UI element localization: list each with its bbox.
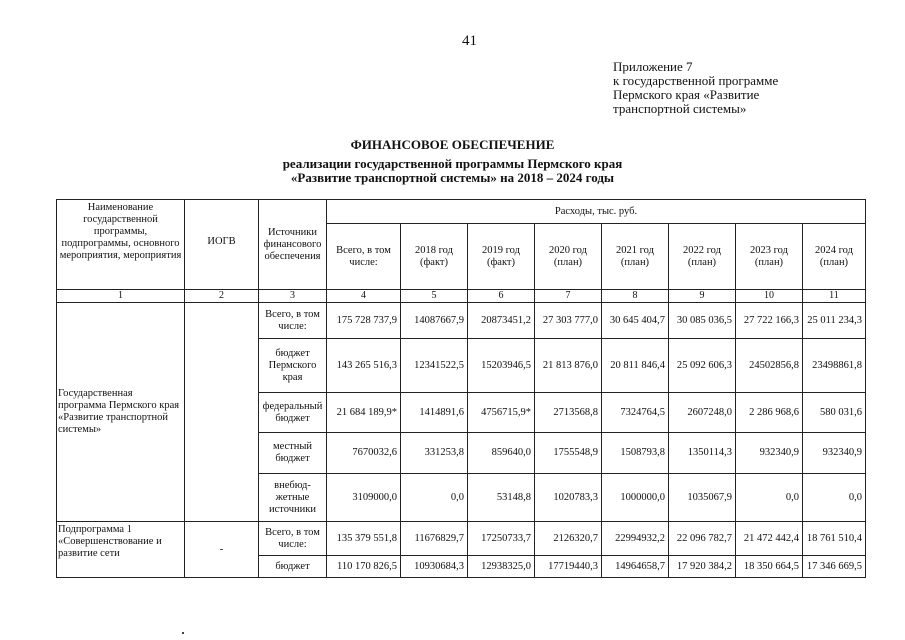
column-number: 5 — [401, 290, 468, 303]
value-cell: 18 350 664,5 — [736, 556, 803, 578]
column-number: 8 — [602, 290, 669, 303]
table-row — [57, 303, 866, 339]
source-label: Всего, в том числе: — [259, 522, 327, 556]
value-cell: 175 728 737,9 — [327, 303, 401, 339]
header-2024: 2024 год (план) — [803, 224, 866, 290]
appendix-line: транспортной системы» — [613, 101, 747, 116]
column-number: 7 — [535, 290, 602, 303]
value-cell: 0,0 — [736, 474, 803, 522]
value-cell: 135 379 551,8 — [327, 522, 401, 556]
column-number: 2 — [185, 290, 259, 303]
value-cell: 2607248,0 — [669, 393, 736, 433]
value-cell: 3109000,0 — [327, 474, 401, 522]
financing-table — [56, 199, 866, 578]
column-number: 1 — [57, 290, 185, 303]
value-cell: 17 346 669,5 — [803, 556, 866, 578]
value-cell: 4756715,9* — [468, 393, 535, 433]
value-cell: 143 265 516,3 — [327, 339, 401, 393]
value-cell: 1414891,6 — [401, 393, 468, 433]
column-number: 6 — [468, 290, 535, 303]
column-number: 9 — [669, 290, 736, 303]
column-number-row — [57, 290, 866, 303]
value-cell: 932340,9 — [803, 433, 866, 474]
document-title: ФИНАНСОВОЕ ОБЕСПЕЧЕНИЕ — [350, 137, 555, 152]
value-cell: 20 811 846,4 — [602, 339, 669, 393]
source-label: Всего, в том числе: — [259, 303, 327, 339]
program-name: Государственная программа Пермского края «Развитие транспортной системы» — [57, 303, 185, 522]
value-cell: 2126320,7 — [535, 522, 602, 556]
value-cell: 15203946,5 — [468, 339, 535, 393]
header-name: Наименование государственной программы, подпрограммы, основного мероприятия, мероприятия — [57, 200, 185, 290]
column-number: 4 — [327, 290, 401, 303]
value-cell: 932340,9 — [736, 433, 803, 474]
header-total: Всего, в том числе: — [327, 224, 401, 290]
subprogram-name: Подпрограмма 1 «Совершенствование и развитие сети — [57, 522, 185, 578]
value-cell: 22994932,2 — [602, 522, 669, 556]
value-cell: 18 761 510,4 — [803, 522, 866, 556]
value-cell: 30 085 036,5 — [669, 303, 736, 339]
header-expenses: Расходы, тыс. руб. — [327, 200, 866, 224]
value-cell: 2 286 968,6 — [736, 393, 803, 433]
table-row — [57, 522, 866, 556]
value-cell: 1755548,9 — [535, 433, 602, 474]
value-cell: 27 722 166,3 — [736, 303, 803, 339]
subprogram-iogv: - — [185, 522, 259, 578]
value-cell: 17719440,3 — [535, 556, 602, 578]
value-cell: 20873451,2 — [468, 303, 535, 339]
value-cell: 14964658,7 — [602, 556, 669, 578]
appendix-line: Пермского края «Развитие — [613, 87, 760, 102]
value-cell: 21 472 442,4 — [736, 522, 803, 556]
value-cell: 1020783,3 — [535, 474, 602, 522]
column-number: 11 — [803, 290, 866, 303]
program-iogv — [185, 303, 259, 522]
value-cell: 1000000,0 — [602, 474, 669, 522]
appendix-line: Приложение 7 — [613, 59, 693, 74]
page-number: 41 — [462, 33, 477, 49]
value-cell: 17 920 384,2 — [669, 556, 736, 578]
value-cell: 25 011 234,3 — [803, 303, 866, 339]
value-cell: 0,0 — [401, 474, 468, 522]
header-iogv: ИОГВ — [185, 200, 259, 290]
value-cell: 0,0 — [803, 474, 866, 522]
value-cell: 27 303 777,0 — [535, 303, 602, 339]
value-cell: 1508793,8 — [602, 433, 669, 474]
header-2022: 2022 год (план) — [669, 224, 736, 290]
value-cell: 25 092 606,3 — [669, 339, 736, 393]
value-cell: 12938325,0 — [468, 556, 535, 578]
header-2018: 2018 год (факт) — [401, 224, 468, 290]
value-cell: 14087667,9 — [401, 303, 468, 339]
column-number: 3 — [259, 290, 327, 303]
value-cell: 11676829,7 — [401, 522, 468, 556]
source-label: местный бюджет — [259, 433, 327, 474]
value-cell: 53148,8 — [468, 474, 535, 522]
scan-speck — [182, 632, 184, 634]
value-cell: 7670032,6 — [327, 433, 401, 474]
value-cell: 30 645 404,7 — [602, 303, 669, 339]
header-sources: Источники финансового обеспечения — [259, 200, 327, 290]
value-cell: 17250733,7 — [468, 522, 535, 556]
source-label: бюджет Пермского края — [259, 339, 327, 393]
header-2021: 2021 год (план) — [602, 224, 669, 290]
value-cell: 580 031,6 — [803, 393, 866, 433]
value-cell: 24502856,8 — [736, 339, 803, 393]
value-cell: 12341522,5 — [401, 339, 468, 393]
value-cell: 21 813 876,0 — [535, 339, 602, 393]
appendix-block — [613, 60, 778, 116]
header-2019: 2019 год (факт) — [468, 224, 535, 290]
value-cell: 1035067,9 — [669, 474, 736, 522]
subtitle-line: реализации государственной программы Пермского края — [282, 156, 623, 171]
value-cell: 22 096 782,7 — [669, 522, 736, 556]
value-cell: 10930684,3 — [401, 556, 468, 578]
header-2020: 2020 год (план) — [535, 224, 602, 290]
subtitle-line: «Развитие транспортной системы» на 2018 – 2024 годы — [290, 170, 615, 185]
source-label: внебюд- жетные источники — [259, 474, 327, 522]
column-number: 10 — [736, 290, 803, 303]
appendix-line: к государственной программе — [613, 73, 779, 88]
value-cell: 2713568,8 — [535, 393, 602, 433]
value-cell: 859640,0 — [468, 433, 535, 474]
value-cell: 331253,8 — [401, 433, 468, 474]
value-cell: 21 684 189,9* — [327, 393, 401, 433]
value-cell: 23498861,8 — [803, 339, 866, 393]
value-cell: 7324764,5 — [602, 393, 669, 433]
value-cell: 110 170 826,5 — [327, 556, 401, 578]
header-2023: 2023 год (план) — [736, 224, 803, 290]
value-cell: 1350114,3 — [669, 433, 736, 474]
source-label: бюджет — [259, 556, 327, 578]
document-subtitle — [0, 157, 905, 185]
source-label: федеральный бюджет — [259, 393, 327, 433]
